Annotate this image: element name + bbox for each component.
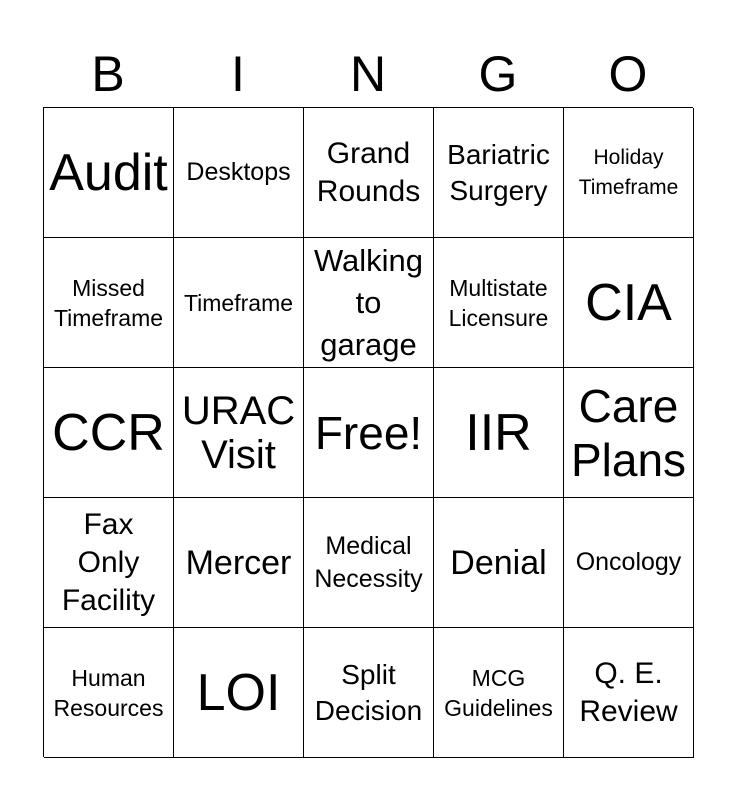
bingo-cell-r0-c0[interactable]: [44, 108, 174, 238]
bingo-cell-r3-c3[interactable]: [434, 498, 564, 628]
bingo-header: [43, 40, 693, 108]
cell-text: URAC Visit: [181, 388, 296, 477]
bingo-cell-r2-c3[interactable]: [434, 368, 564, 498]
bingo-cell-r2-c2[interactable]: [304, 368, 434, 498]
bingo-cell-r4-c0[interactable]: [44, 628, 174, 758]
bingo-cell-r3-c1[interactable]: [174, 498, 304, 628]
cell-text: MCG Guidelines: [444, 664, 553, 721]
bingo-board: [43, 107, 693, 757]
bingo-cell-r2-c1[interactable]: [174, 368, 304, 498]
cell-text: Denial: [450, 543, 547, 582]
cell-text: Desktops: [186, 158, 291, 186]
cell-text: Bariatric Surgery: [447, 138, 550, 206]
bingo-cell-r4-c3[interactable]: [434, 628, 564, 758]
bingo-cell-r2-c4[interactable]: [564, 368, 694, 498]
bingo-cell-r1-c0[interactable]: [44, 238, 174, 368]
cell-text: CCR: [52, 403, 165, 462]
cell-text: Holiday Timeframe: [578, 145, 679, 199]
bingo-cell-r0-c4[interactable]: [564, 108, 694, 238]
bingo-cell-r1-c3[interactable]: [434, 238, 564, 368]
cell-text: Walking to garage: [313, 242, 424, 362]
cell-text: Timeframe: [183, 289, 294, 316]
header-letter-g: G: [478, 46, 518, 102]
cell-text: Split Decision: [314, 658, 423, 726]
cell-text: Grand Rounds: [316, 136, 421, 208]
cell-text: Mercer: [185, 543, 292, 582]
cell-text: Free!: [314, 406, 423, 459]
header-letter-i: I: [231, 46, 245, 102]
bingo-cell-r3-c2[interactable]: [304, 498, 434, 628]
cell-text: Care Plans: [570, 379, 687, 486]
bingo-cell-r1-c2[interactable]: [304, 238, 434, 368]
header-letter-o: O: [608, 46, 648, 102]
bingo-cell-r0-c3[interactable]: [434, 108, 564, 238]
cell-text: LOI: [196, 663, 281, 722]
bingo-cell-r4-c4[interactable]: [564, 628, 694, 758]
cell-text: Fax Only Facility: [61, 507, 156, 617]
cell-text: Q. E. Review: [579, 656, 678, 728]
cell-text: IIR: [465, 403, 532, 462]
bingo-cell-r4-c2[interactable]: [304, 628, 434, 758]
bingo-cell-r0-c1[interactable]: [174, 108, 304, 238]
bingo-cell-r3-c0[interactable]: [44, 498, 174, 628]
cell-text: CIA: [585, 273, 672, 332]
bingo-cell-r1-c4[interactable]: [564, 238, 694, 368]
bingo-cell-r1-c1[interactable]: [174, 238, 304, 368]
cell-text: Human Resources: [53, 664, 164, 721]
bingo-cell-r0-c2[interactable]: [304, 108, 434, 238]
bingo-cell-r2-c0[interactable]: [44, 368, 174, 498]
bingo-cell-r4-c1[interactable]: [174, 628, 304, 758]
cell-text: Multistate Licensure: [448, 274, 549, 331]
cell-text: Missed Timeframe: [53, 274, 164, 331]
cell-text: Oncology: [575, 548, 682, 576]
cell-text: Medical Necessity: [314, 531, 423, 593]
bingo-cell-r3-c4[interactable]: [564, 498, 694, 628]
header-letter-b: B: [91, 46, 125, 102]
header-letter-n: N: [349, 46, 387, 102]
cell-text: Audit: [49, 143, 168, 202]
